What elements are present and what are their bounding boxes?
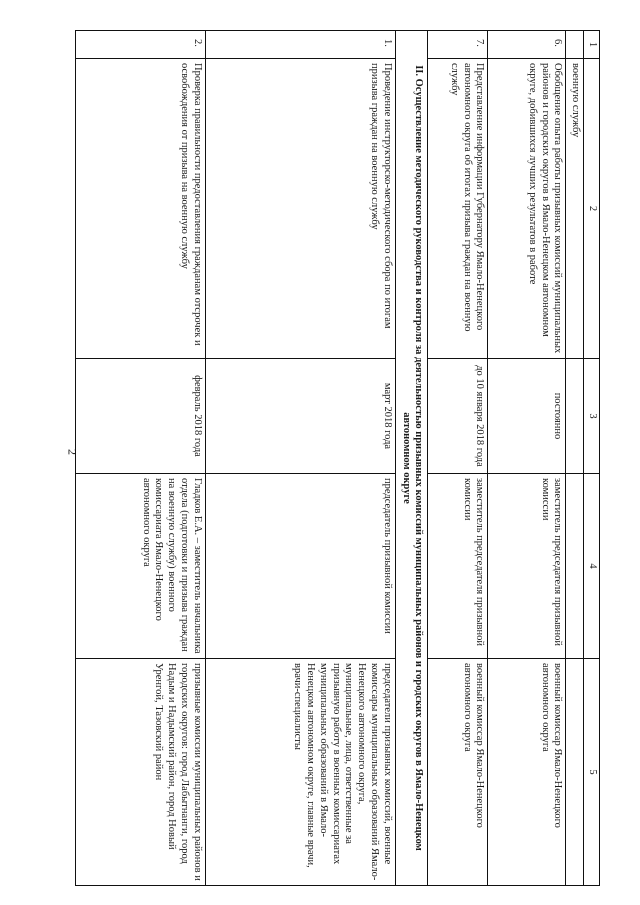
- continuation-row: [566, 31, 584, 886]
- row-event: Проведение инструкторско-методического сбора по итогам призыва граждан на военную службу: [205, 59, 395, 359]
- row-event: Проверка правильности предоставления гражданам отсрочек и освобождения от призыва на военную службу: [75, 59, 205, 359]
- row-participants: призывные комиссии муниципальных районов и городских округов: город Лабытнанги, город Надым и Надымский район, город Новый Уренгой, Тазовский район: [75, 659, 205, 886]
- row-participants: председатели призывных комиссий, военные комиссары муниципальных образований Ямало-Ненецкого автономного округа, муниципальные, лица, ответственные за призывную работу в военных комиссариатах муниципальных образований в Ямало-Ненецком автономном округе, главные врачи, врачи-специалисты: [205, 659, 395, 886]
- row-number: 7.: [428, 31, 488, 59]
- header-row: [584, 31, 600, 886]
- row-event: Представление информации Губернатору Ямало-Ненецкого автономного округа об итогах призыва граждан на военную службу: [428, 59, 488, 359]
- section-title: II. Осуществление методического руководства и контроля за деятельностью призывных комиссий муниципальных районов и городских округов в Ямало-Ненецком автономном округе: [395, 31, 428, 886]
- row-responsible: заместитель председателя призывной комиссии: [428, 474, 488, 659]
- table-row: [488, 31, 566, 886]
- row-date: март 2018 года: [205, 359, 395, 474]
- row-event: Обобщение опыта работы призывных комиссий муниципальных районов и городских округов в Ямало-Ненецком автономном округе, добившихся лучших результатов в работе: [488, 59, 566, 359]
- row-participants: военный комиссар Ямало-Ненецкого автономного округа: [488, 659, 566, 886]
- table-row: [205, 31, 395, 886]
- row-responsible: заместитель председателя призывной комиссии: [488, 474, 566, 659]
- row-date: до 10 января 2018 года: [428, 359, 488, 474]
- row-date: февраль 2018 года: [75, 359, 205, 474]
- header-cell-2: 2: [584, 59, 600, 359]
- plan-table: [75, 30, 600, 886]
- rotated-table-container: [90, 30, 600, 885]
- header-cell-5: 5: [584, 659, 600, 886]
- header-cell-4: 4: [584, 474, 600, 659]
- page-number: 2: [65, 449, 80, 455]
- table-row: [428, 31, 488, 886]
- header-cell-3: 3: [584, 359, 600, 474]
- row-date: постоянно: [488, 359, 566, 474]
- continuation-text: военную службу: [566, 59, 584, 359]
- row-number: 6.: [488, 31, 566, 59]
- row-responsible: председатель призывной комиссии: [205, 474, 395, 659]
- row-number: 1.: [205, 31, 395, 59]
- section-row: [395, 31, 428, 886]
- row-participants: военный комиссар Ямало-Ненецкого автономного округа: [428, 659, 488, 886]
- header-cell-1: 1: [584, 31, 600, 59]
- table-row: [75, 31, 205, 886]
- row-number: 2.: [75, 31, 205, 59]
- row-responsible: Гладков Е.А. – заместитель начальника отдела (подготовки и призыва граждан на военную службу) военного комиссариата Ямало-Ненецкого автономного округа: [75, 474, 205, 659]
